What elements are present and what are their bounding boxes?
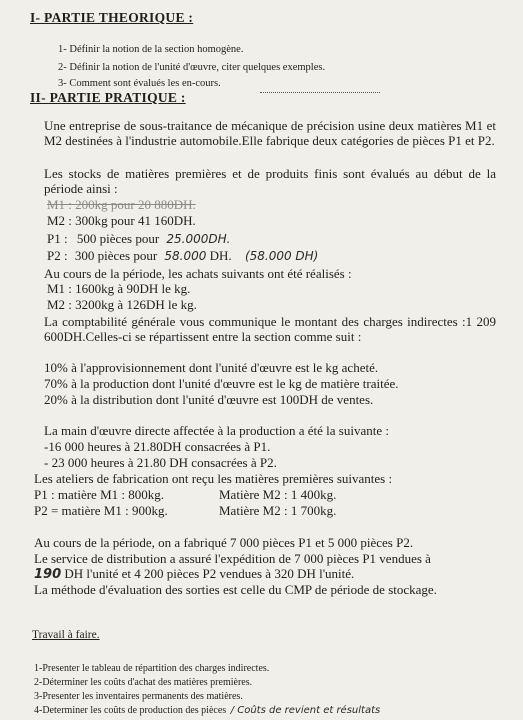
- valuation-method: La méthode d'évaluation des sorties est celle du CMP de période de stockage.: [34, 582, 437, 597]
- workshop-p2-m2: Matière M2 : 1 700kg.: [219, 503, 337, 518]
- workshop-p1-m2: Matière M2 : 1 400kg.: [219, 487, 337, 502]
- charge-supply: 10% à l'approvisionnement dont l'unité d'œuvre est le kg acheté.: [44, 360, 379, 375]
- production-volume: Au cours de la période, on a fabriqué 7 000 pièces P1 et 5 000 pièces P2.: [34, 535, 414, 550]
- workshop-p2-m1: P2 = matière M1 : 900kg.: [34, 503, 168, 518]
- purchase-m2: M2 : 3200kg à 126DH le kg.: [47, 297, 197, 312]
- stock-m2: M2 : 300kg pour 41 160DH.: [47, 213, 196, 228]
- theory-question-3: 3- Comment sont évalués les en-cours.: [58, 78, 221, 89]
- task-4: [34, 705, 380, 716]
- labour-p1: -16 000 heures à 21.80DH consacrées à P1.: [44, 439, 271, 454]
- stock-p1-handwritten: 25.000DH.: [166, 232, 231, 246]
- stock-p2-note: (58.000 DH): [244, 249, 319, 263]
- task-3: 3-Presenter les inventaires permanents des matières.: [34, 691, 243, 702]
- stock-m1: M1 : 200kg pour 20 880DH.: [47, 197, 196, 212]
- practice-heading: II- PARTIE PRATIQUE :: [30, 90, 186, 105]
- stock-p2-suffix: DH.: [209, 248, 232, 263]
- charge-production: 70% à la production dont l'unité d'œuvre est le kg de matière traitée.: [44, 376, 399, 391]
- stock-p2-label: P2 :: [47, 248, 68, 263]
- theory-heading: I- PARTIE THEORIQUE :: [30, 10, 194, 25]
- handwritten-dotted-line: [260, 92, 380, 93]
- stock-p1-value: 500 pièces pour: [76, 231, 160, 246]
- distribution-line-2: [34, 566, 354, 582]
- stock-p1: [47, 231, 230, 247]
- task-4-text: 4-Determiner les coûts de production des pièces: [34, 705, 227, 716]
- charge-distribution: 20% à la distribution dont l'unité d'œuvre est 100DH de ventes.: [44, 392, 374, 407]
- tasks-heading: Travail à faire.: [32, 629, 100, 641]
- distribution-line-1: Le service de distribution a assuré l'expédition de 7 000 pièces P1 vendues à: [34, 551, 431, 566]
- practice-intro: Une entreprise de sous-traitance de mécanique de précision usine deux matières M1 et M2 destinées à l'industrie automobile.Elle fabrique deux catégories de pièces P1 et P2.: [44, 118, 496, 148]
- theory-question-1: 1- Définir la notion de la section homogène.: [58, 44, 244, 55]
- stock-p2-value: 300 pièces pour: [74, 248, 158, 263]
- stock-p1-label: P1 :: [47, 231, 68, 246]
- purchases-intro: Au cours de la période, les achats suivants ont été réalisés :: [44, 266, 352, 281]
- task-4-handwritten-note: / Coûts de revient et résultats: [230, 705, 381, 716]
- task-2: 2-Déterminer les coûts d'achat des matières premières.: [34, 677, 253, 688]
- stock-p2-handwritten: 58.000: [164, 249, 207, 263]
- workshops-intro: Les ateliers de fabrication ont reçu les matières premières suivantes :: [34, 471, 393, 486]
- stock-p2: [47, 248, 318, 264]
- stocks-intro: Les stocks de matières premières et de produits finis sont évalués au début de la période ainsi :: [44, 166, 496, 196]
- purchase-m1: M1 : 1600kg à 90DH le kg.: [47, 281, 191, 296]
- workshop-p1-m1: P1 : matière M1 : 800kg.: [34, 487, 164, 502]
- theory-question-2: 2- Définir la notion de l'unité d'œuvre, citer quelques exemples.: [58, 62, 326, 73]
- labour-intro: La main d'œuvre directe affectée à la production a été la suivante :: [44, 423, 389, 438]
- distribution-line-2-text: DH l'unité et 4 200 pièces P2 vendues à 320 DH l'unité.: [64, 566, 355, 581]
- charges-intro: La comptabilité générale vous communique le montant des charges indirectes :1 209 600DH.Celles-ci se répartissent entre la section comme suit :: [44, 314, 496, 344]
- labour-p2: - 23 000 heures à 21.80 DH consacrées à P2.: [44, 455, 277, 470]
- task-1: 1-Presenter le tableau de répartition des charges indirectes.: [34, 663, 270, 674]
- distribution-price-handwritten: 190: [34, 567, 62, 582]
